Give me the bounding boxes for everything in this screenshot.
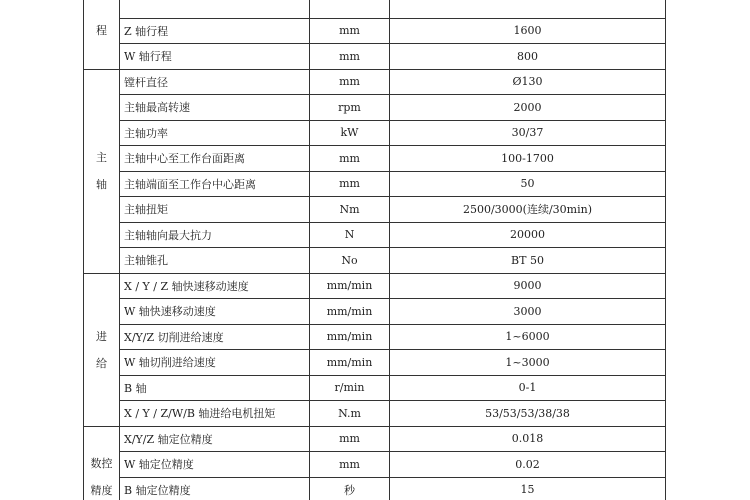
section-category-label: 进 xyxy=(96,329,107,343)
spec-table-body xyxy=(84,0,666,500)
spec-value-cell: 1~3000 xyxy=(390,350,666,376)
section-category-label: 程 xyxy=(96,24,107,38)
spec-value-cell: 1~6000 xyxy=(390,324,666,350)
spec-value-cell: 2000 xyxy=(390,95,666,121)
spec-unit-cell: r/min xyxy=(310,375,390,401)
spec-unit-cell: mm xyxy=(310,146,390,172)
table-row xyxy=(84,375,666,401)
section-category-label: 给 xyxy=(96,356,107,370)
spec-unit-cell: 秒 xyxy=(310,477,390,500)
spec-value-cell: 3000 xyxy=(390,299,666,325)
spec-name-cell: W 轴定位精度 xyxy=(120,452,310,478)
spec-value-cell xyxy=(390,0,666,18)
spec-value-cell: 9000 xyxy=(390,273,666,299)
spec-name-cell: 主轴扭矩 xyxy=(120,197,310,223)
spec-unit-cell: mm/min xyxy=(310,350,390,376)
spec-name-cell: B 轴定位精度 xyxy=(120,477,310,500)
spec-unit-cell: N.m xyxy=(310,401,390,427)
table-row xyxy=(84,95,666,121)
spec-unit-cell: rpm xyxy=(310,95,390,121)
spec-name-cell: X/Y/Z 切削进给速度 xyxy=(120,324,310,350)
table-row xyxy=(84,401,666,427)
spec-name-cell: 主轴功率 xyxy=(120,120,310,146)
spec-value-cell: BT 50 xyxy=(390,248,666,274)
table-row xyxy=(84,273,666,299)
spec-unit-cell: mm/min xyxy=(310,273,390,299)
spec-value-cell: 0.02 xyxy=(390,452,666,478)
spec-name-cell: Z 轴行程 xyxy=(120,18,310,44)
spec-value-cell: 0.018 xyxy=(390,426,666,452)
spec-unit-cell xyxy=(310,0,390,18)
spec-value-cell: 0-1 xyxy=(390,375,666,401)
spec-name-cell: 主轴中心至工作台面距离 xyxy=(120,146,310,172)
spec-value-cell: 50 xyxy=(390,171,666,197)
spec-unit-cell: Nm xyxy=(310,197,390,223)
table-row xyxy=(84,299,666,325)
spec-value-cell: 30/37 xyxy=(390,120,666,146)
spec-name-cell xyxy=(120,0,310,18)
table-row xyxy=(84,222,666,248)
table-row xyxy=(84,324,666,350)
spec-value-cell: 1600 xyxy=(390,18,666,44)
section-category-label: 精度 xyxy=(90,484,113,497)
spec-unit-cell: mm xyxy=(310,69,390,95)
table-row xyxy=(84,350,666,376)
section-category-cell xyxy=(84,0,120,69)
spec-unit-cell: No xyxy=(310,248,390,274)
spec-name-cell: 主轴轴向最大抗力 xyxy=(120,222,310,248)
spec-unit-cell: mm/min xyxy=(310,299,390,325)
spec-value-cell: 2500/3000(连续/30min) xyxy=(390,197,666,223)
table-row xyxy=(84,171,666,197)
section-category-cell xyxy=(84,426,120,500)
spec-table xyxy=(83,0,666,500)
section-category-cell xyxy=(84,273,120,426)
spec-unit-cell: N xyxy=(310,222,390,248)
spec-unit-cell: mm/min xyxy=(310,324,390,350)
spec-name-cell: W 轴快速移动速度 xyxy=(120,299,310,325)
spec-name-cell: X / Y / Z 轴快速移动速度 xyxy=(120,273,310,299)
section-category-cell xyxy=(84,69,120,273)
table-row xyxy=(84,0,666,18)
table-row xyxy=(84,452,666,478)
spec-name-cell: 主轴锥孔 xyxy=(120,248,310,274)
table-row xyxy=(84,477,666,500)
table-row xyxy=(84,44,666,70)
spec-unit-cell: kW xyxy=(310,120,390,146)
spec-value-cell: 800 xyxy=(390,44,666,70)
spec-unit-cell: mm xyxy=(310,18,390,44)
spec-value-cell: 15 xyxy=(390,477,666,500)
spec-name-cell: X/Y/Z 轴定位精度 xyxy=(120,426,310,452)
spec-name-cell: 镗杆直径 xyxy=(120,69,310,95)
section-category-label: 数控 xyxy=(90,457,113,470)
table-row xyxy=(84,197,666,223)
spec-unit-cell: mm xyxy=(310,452,390,478)
spec-value-cell: 100-1700 xyxy=(390,146,666,172)
table-row xyxy=(84,69,666,95)
table-row xyxy=(84,248,666,274)
spec-name-cell: 主轴最高转速 xyxy=(120,95,310,121)
spec-value-cell: 20000 xyxy=(390,222,666,248)
spec-name-cell: X / Y / Z/W/B 轴进给电机扭矩 xyxy=(120,401,310,427)
table-row xyxy=(84,146,666,172)
spec-value-cell: Ø130 xyxy=(390,69,666,95)
spec-unit-cell: mm xyxy=(310,426,390,452)
spec-name-cell: B 轴 xyxy=(120,375,310,401)
spec-name-cell: W 轴行程 xyxy=(120,44,310,70)
spec-name-cell: 主轴端面至工作台中心距离 xyxy=(120,171,310,197)
table-row xyxy=(84,120,666,146)
spec-value-cell: 53/53/53/38/38 xyxy=(390,401,666,427)
table-row xyxy=(84,426,666,452)
section-category-label: 主 xyxy=(96,151,107,164)
spec-unit-cell: mm xyxy=(310,171,390,197)
table-row xyxy=(84,18,666,44)
section-category-label: 轴 xyxy=(96,178,107,191)
spec-unit-cell: mm xyxy=(310,44,390,70)
spec-name-cell: W 轴切削进给速度 xyxy=(120,350,310,376)
